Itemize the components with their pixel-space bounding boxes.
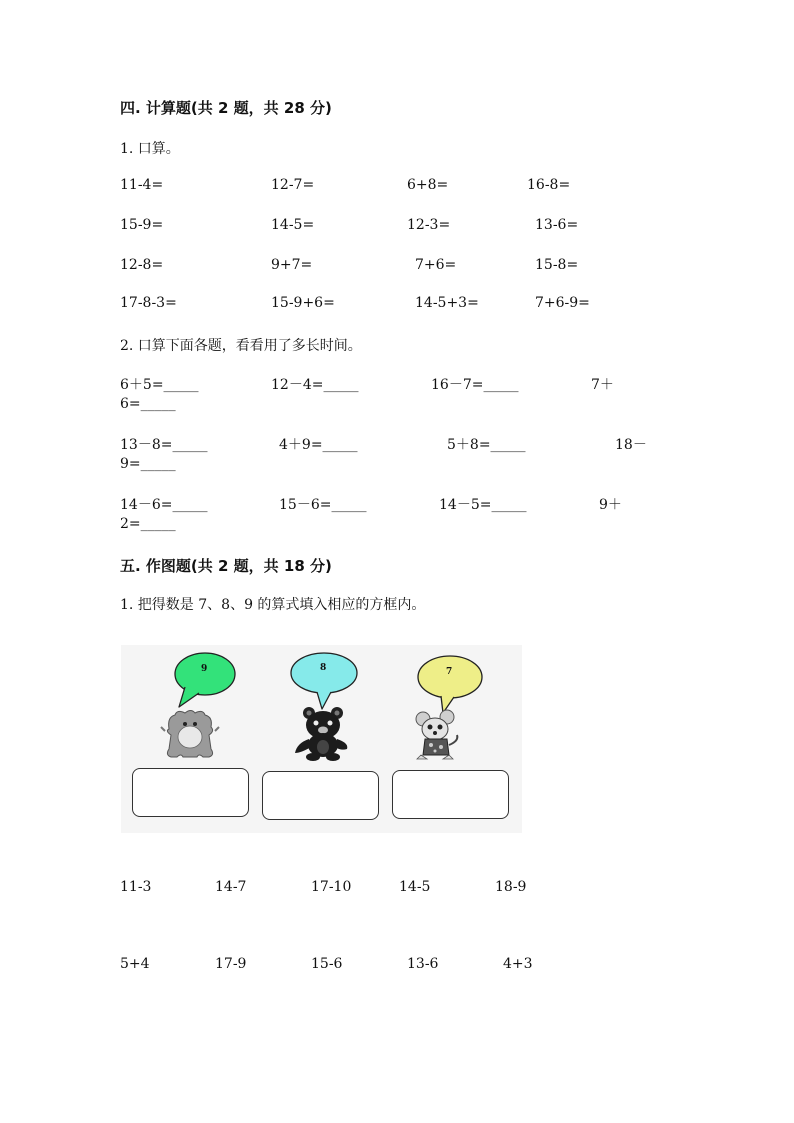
fill-blank-item[interactable]: 13－8=_____ [120, 437, 208, 453]
fill-blank-item[interactable]: 15－6=_____ [279, 497, 367, 513]
fill-blank-item[interactable]: 16－7=_____ [431, 377, 519, 393]
math-item: 12-8= [120, 257, 164, 273]
math-item: 14-5+3= [415, 295, 479, 311]
speech-bubble-9 [175, 653, 235, 707]
fill-blank-wrap[interactable]: 2=_____ [120, 516, 176, 532]
question-1-title: 1. 把得数是 7、8、9 的算式填入相应的方框内。 [120, 597, 426, 613]
math-item: 14-5= [271, 217, 315, 233]
fill-blank-item[interactable]: 14－5=_____ [439, 497, 527, 513]
expression-card[interactable]: 11-3 [120, 879, 152, 895]
fill-blank-item[interactable]: 12－4=_____ [271, 377, 359, 393]
math-item: 11-4= [120, 177, 164, 193]
fill-blank-wrap[interactable]: 6=_____ [120, 396, 176, 412]
expression-card[interactable]: 5+4 [120, 956, 150, 972]
expression-card[interactable]: 4+3 [503, 956, 533, 972]
bubble-number: 8 [320, 663, 327, 673]
expression-card[interactable]: 17-10 [311, 879, 352, 895]
question-1-title: 1. 口算。 [120, 141, 180, 157]
expression-card[interactable]: 15-6 [311, 956, 343, 972]
expression-card[interactable]: 14-5 [399, 879, 431, 895]
expression-card[interactable]: 13-6 [407, 956, 439, 972]
math-item: 9+7= [271, 257, 313, 273]
fill-blank-item[interactable]: 6＋5=_____ [120, 377, 199, 393]
expression-card[interactable]: 14-7 [215, 879, 247, 895]
fill-blank-item[interactable]: 9＋ [599, 497, 622, 513]
answer-box-9[interactable] [132, 768, 249, 817]
answer-box-7[interactable] [392, 770, 509, 819]
math-item: 12-7= [271, 177, 315, 193]
section-5-title: 五. 作图题(共 2 题，共 18 分) [120, 557, 332, 575]
math-item: 7+6-9= [535, 295, 590, 311]
monster-image [161, 711, 219, 758]
fill-blank-item[interactable]: 14－6=_____ [120, 497, 208, 513]
bubble-number: 9 [201, 664, 208, 674]
picture-sort-figure [121, 645, 522, 833]
math-item: 6+8= [407, 177, 449, 193]
fill-blank-item[interactable]: 5＋8=_____ [447, 437, 526, 453]
math-item: 12-3= [407, 217, 451, 233]
bubble-number: 7 [446, 667, 453, 677]
expression-card[interactable]: 17-9 [215, 956, 247, 972]
fill-blank-item[interactable]: 18－ [615, 437, 647, 453]
speech-bubble-7 [418, 656, 482, 713]
question-2-title: 2. 口算下面各题，看看用了多长时间。 [120, 338, 362, 354]
fill-blank-item[interactable]: 7＋ [591, 377, 614, 393]
answer-box-8[interactable] [262, 771, 379, 820]
mouse-image [416, 710, 457, 759]
fill-blank-wrap[interactable]: 9=_____ [120, 456, 176, 472]
speech-bubble-8 [291, 653, 357, 709]
math-item: 7+6= [415, 257, 457, 273]
expression-card[interactable]: 18-9 [495, 879, 527, 895]
math-item: 15-9+6= [271, 295, 335, 311]
math-item: 16-8= [527, 177, 571, 193]
math-item: 13-6= [535, 217, 579, 233]
bear-image [295, 707, 347, 761]
math-item: 15-9= [120, 217, 164, 233]
fill-blank-item[interactable]: 4＋9=_____ [279, 437, 358, 453]
math-item: 15-8= [535, 257, 579, 273]
math-item: 17-8-3= [120, 295, 177, 311]
section-4-title: 四. 计算题(共 2 题，共 28 分) [120, 99, 332, 117]
